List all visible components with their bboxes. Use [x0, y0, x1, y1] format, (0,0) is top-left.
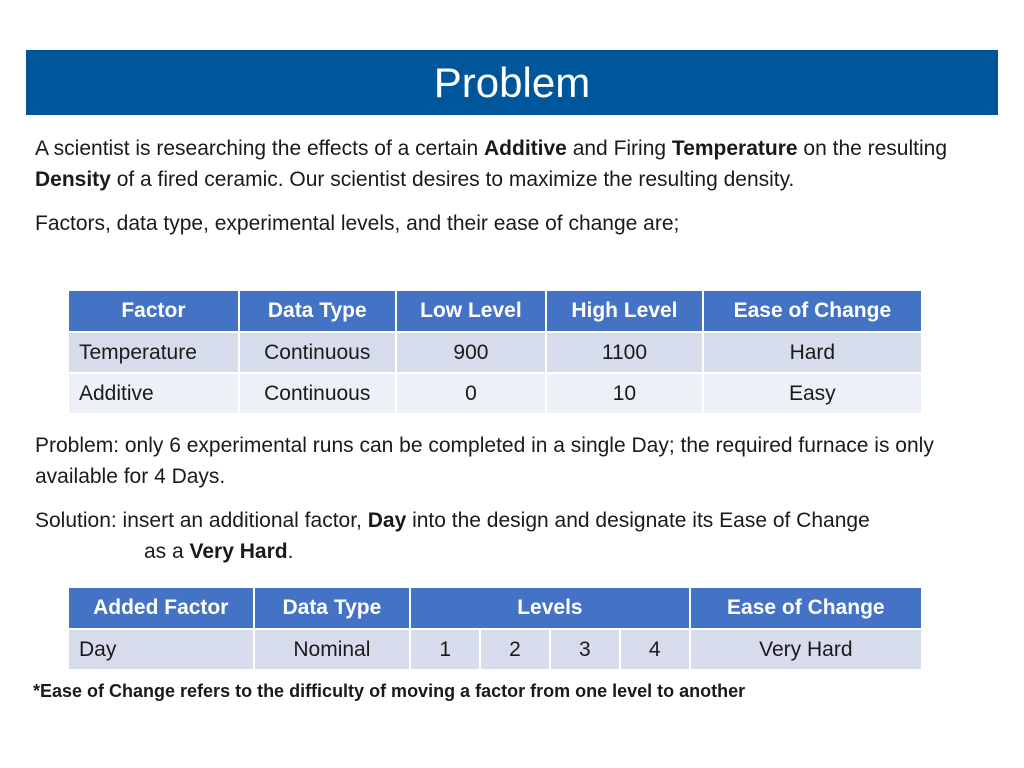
intro-text-2: and Firing: [566, 137, 672, 160]
cell-level-3: 3: [550, 629, 620, 670]
solution-paragraph: [35, 505, 995, 567]
header-high-level: High Level: [546, 290, 703, 332]
factors-intro: Factors, data type, experimental levels, and their ease of change are;: [35, 212, 680, 235]
table-row: [68, 629, 922, 670]
header-data-type: Data Type: [254, 587, 411, 629]
table-row: [68, 332, 922, 373]
header-low-level: Low Level: [396, 290, 547, 332]
solution-text-4: .: [287, 540, 294, 563]
header-added-factor: Added Factor: [68, 587, 254, 629]
cell-data-type: Continuous: [239, 373, 396, 414]
solution-text-1: Solution: insert an additional factor,: [35, 509, 368, 532]
intro-additive: Additive: [484, 137, 567, 160]
cell-level-1: 1: [410, 629, 480, 670]
intro-density: Density: [35, 168, 111, 191]
intro-paragraph: [35, 133, 995, 195]
title-bar: [26, 50, 998, 115]
cell-factor: Additive: [68, 373, 239, 414]
factors-table: [67, 289, 923, 415]
solution-text-2: into the design and designate its Ease of Change: [406, 509, 870, 532]
header-ease-of-change: Ease of Change: [703, 290, 922, 332]
solution-very-hard: Very Hard: [189, 540, 288, 563]
header-ease-of-change: Ease of Change: [690, 587, 922, 629]
factors-header-row: [68, 290, 922, 332]
solution-text-3: as a: [144, 540, 190, 563]
footnote: *Ease of Change refers to the difficulty of moving a factor from one level to another: [33, 681, 746, 701]
added-factor-table: [67, 586, 923, 671]
header-data-type: Data Type: [239, 290, 396, 332]
cell-ease-of-change: Very Hard: [690, 629, 922, 670]
header-factor: Factor: [68, 290, 239, 332]
solution-line-2: [35, 536, 995, 567]
cell-data-type: Continuous: [239, 332, 396, 373]
added-header-row: [68, 587, 922, 629]
solution-day: Day: [367, 509, 407, 532]
cell-low-level: 900: [396, 332, 547, 373]
header-levels: Levels: [410, 587, 689, 629]
table-row: [68, 373, 922, 414]
cell-high-level: 10: [546, 373, 703, 414]
page-title: Problem: [433, 58, 591, 106]
intro-text-4: of a fired ceramic. Our scientist desires to maximize the resulting density.: [110, 168, 795, 191]
cell-factor: Temperature: [68, 332, 239, 373]
cell-ease-of-change: Hard: [703, 332, 922, 373]
intro-text-1: A scientist is researching the effects of a certain: [35, 137, 485, 160]
problem-paragraph: Problem: only 6 experimental runs can be completed in a single Day; the required furnace is only available for 4 Days.: [35, 434, 934, 488]
cell-added-factor: Day: [68, 629, 254, 670]
intro-temperature: Temperature: [671, 137, 798, 160]
cell-high-level: 1100: [546, 332, 703, 373]
intro-text-3: on the resulting: [797, 137, 948, 160]
cell-level-4: 4: [620, 629, 690, 670]
cell-low-level: 0: [396, 373, 547, 414]
cell-level-2: 2: [480, 629, 550, 670]
cell-ease-of-change: Easy: [703, 373, 922, 414]
cell-data-type: Nominal: [254, 629, 411, 670]
